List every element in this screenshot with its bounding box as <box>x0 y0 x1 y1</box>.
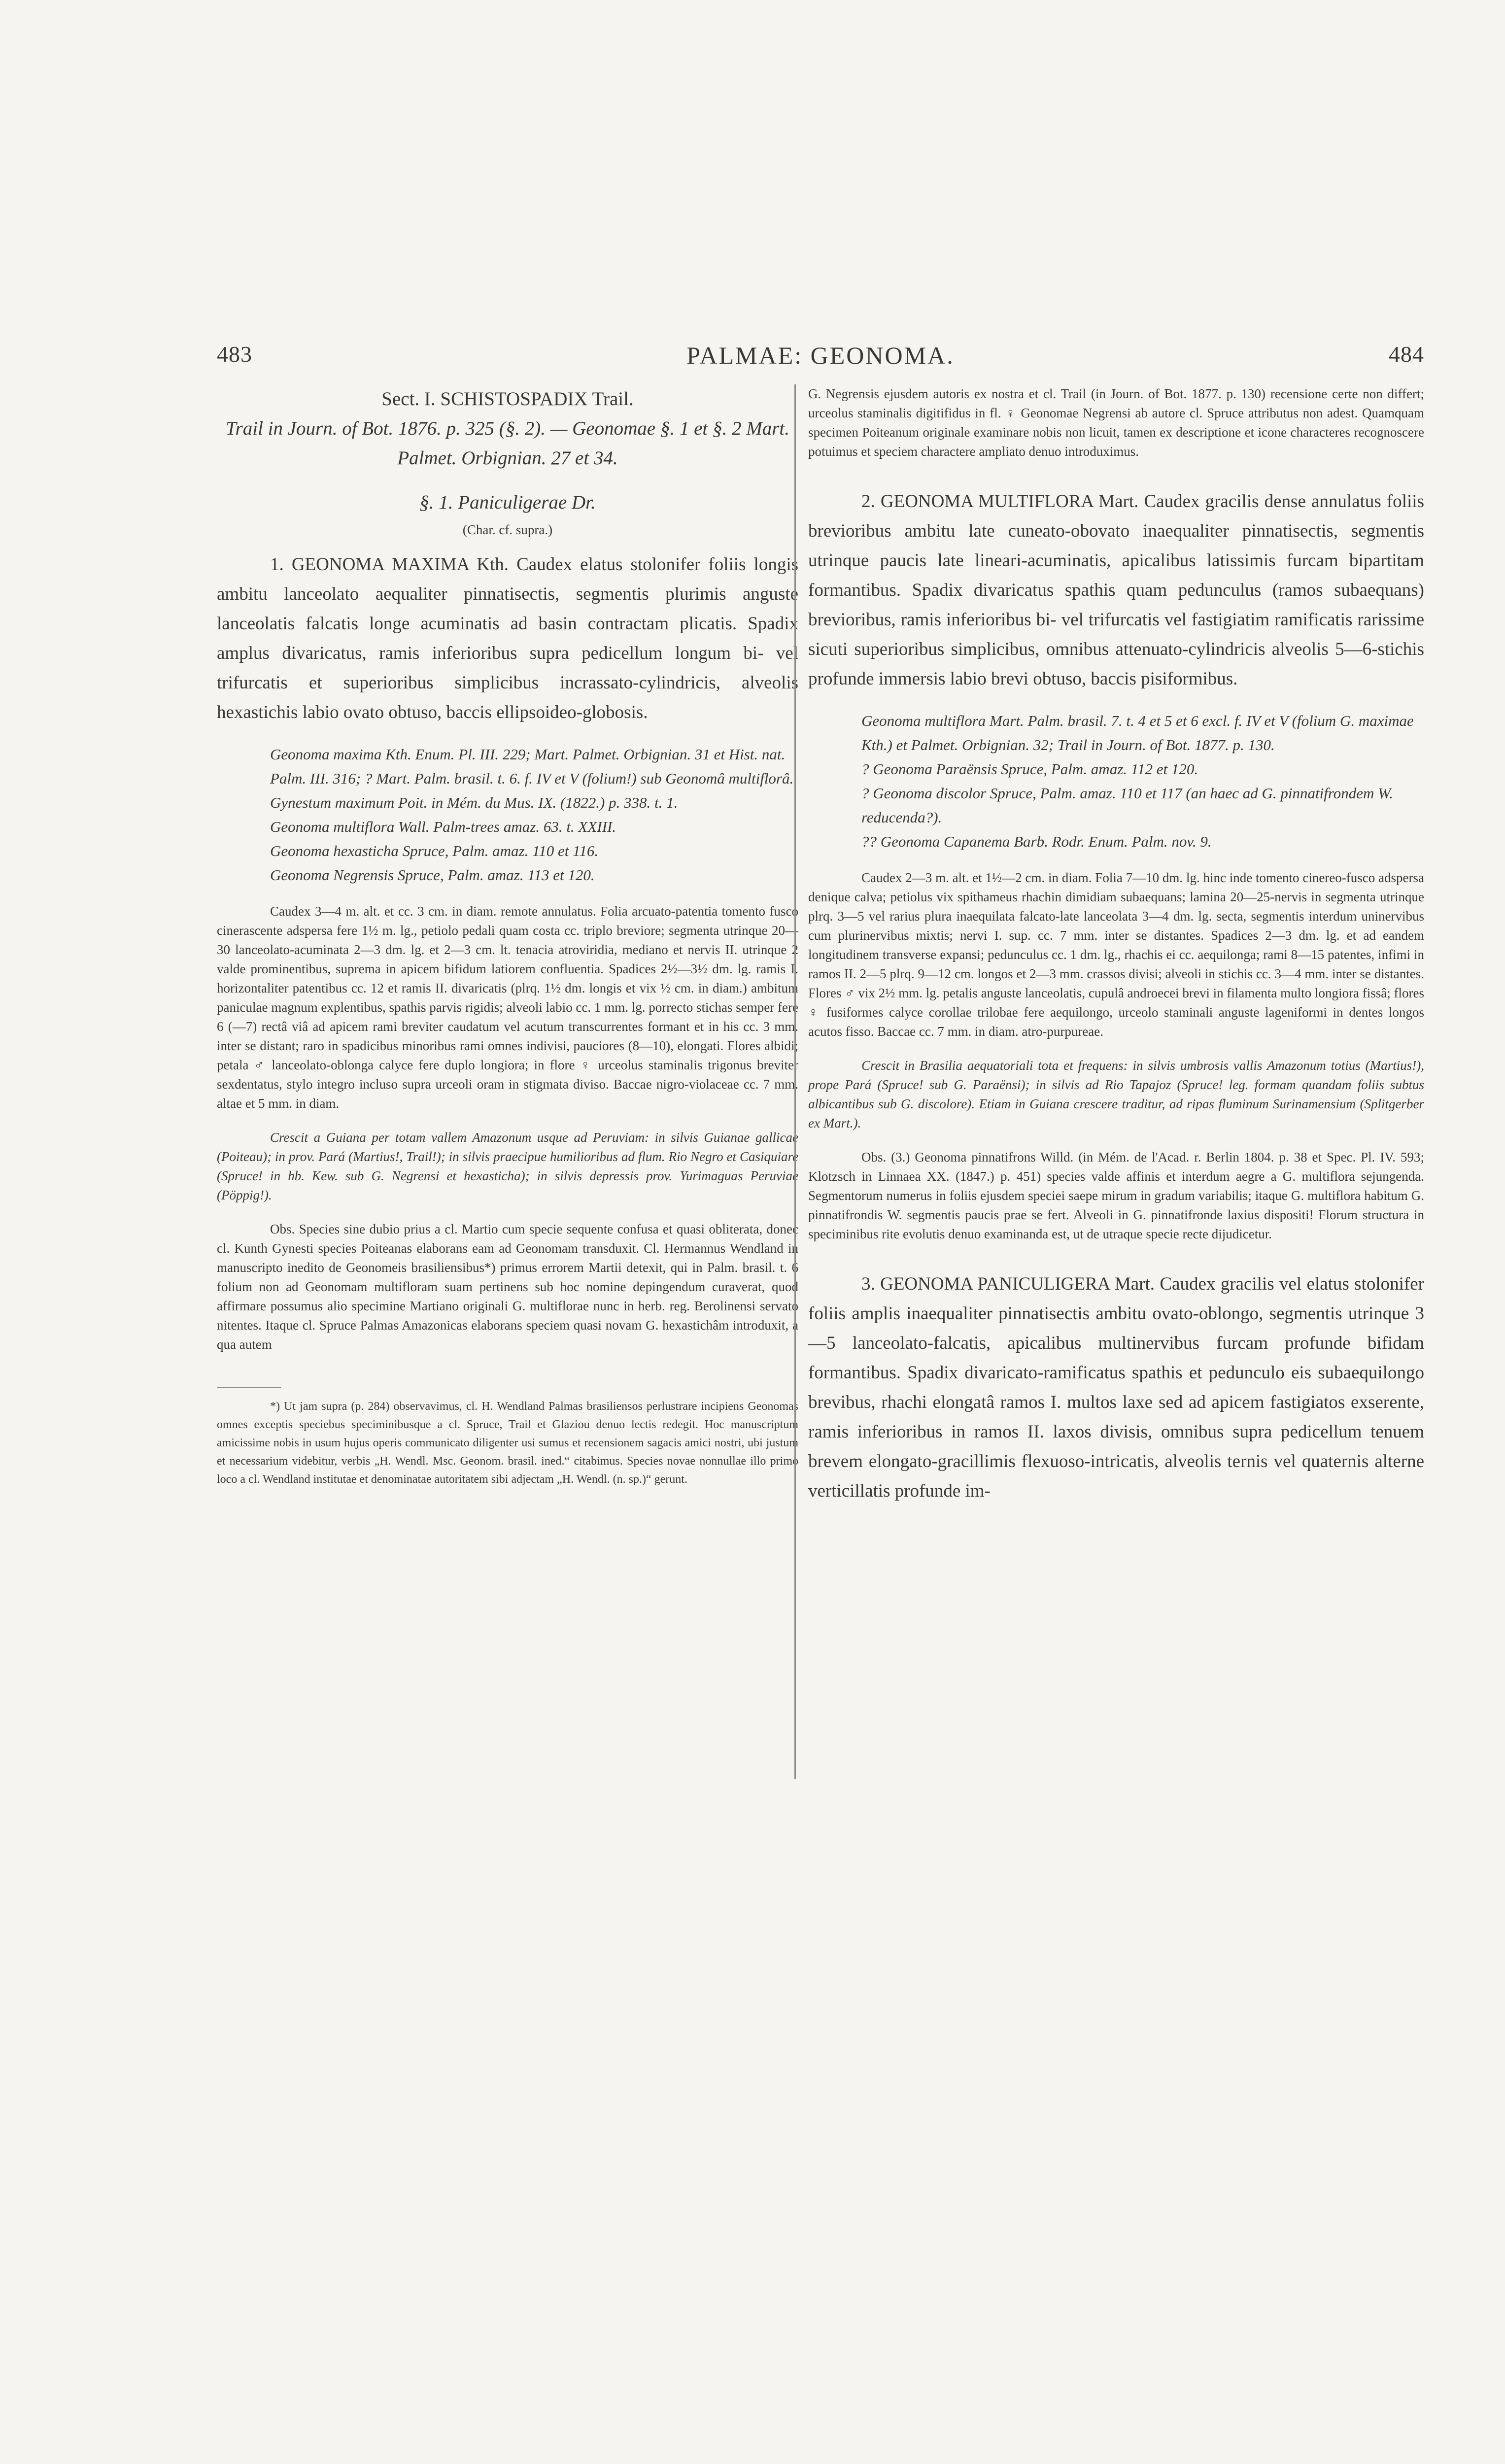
species-1-synonym: Geonoma Negrensis Spruce, Palm. amaz. 113 et 120. <box>270 866 595 884</box>
species-1-description: Caudex 3—4 m. alt. et cc. 3 cm. in diam. remote annulatus. Folia arcuato-patentia tomento fusco cinerascente adspersa fere 1½ m. lg., petiolo pedali quam costa cc. triplo breviore; segmenta utrinque 20—30 lanceolato-acuminata 2—3 dm. lg. et 2—3 cm. lt. tenacia atroviridia, mediano et nervis II. utrinque 2 valde prominentibus, suprema in apicem bifidum latiorem confluentia. Spadices 2½—3½ dm. lg. ramis I. horizontaliter patentibus cc. 12 et ramis II. divaricatis (plrq. 1½ dm. longis et vix ½ cm. in diam.) ambitum paniculae magnum explentibus, spathis parvis rigidis; alveoli labio cc. 1 mm. lg. porrecto stichas semper fere 6 (—7) rectâ viâ ad apicem rami breviter caudatum vel acutum transcurrentes formant et in his cc. 3 mm. inter se distant; raro in spadicibus minoribus rami omnes indivisi, pauciores (8—10), elongati. Flores albidi; petala ♂ lanceolato-oblonga calyce fere duplo longiora; in flore ♀ urceolus staminalis trigonus breviter sexdentatus, stylo integro incluso supra urceoli oram in stigmata diviso. Baccae nigro-violaceae cc. 7 mm. altae et 5 mm. in diam. <box>217 904 798 1111</box>
species-2-description: Caudex 2—3 m. alt. et 1½—2 cm. in diam. Folia 7—10 dm. lg. hinc inde tomento cinereo-fusco adspersa denique calva; petiolus vix spithameus rhachin dimidiam subaequans; lamina 20—25-nervis in segmenta utrinque plrq. 3—5 vel rarius plura inaequilata falcato-late lanceolata 3—4 dm. lg. secta, segmentis interdum uninervibus cum plurinervibus mixtis; nervi I. sup. cc. 7 mm. inter se distantes. Spadices 2—3 dm. lg. et ad eandem longitudinem transverse expansi; pedunculus cc. 1 dm. lg., rhachis ei cc. aequilonga; rami 8—15 patentes, infimi in ramos II. 2—5 plrq. 9—12 cm. longos et 2—3 mm. crassos divisi; alveoli in stichis cc. 3—4 mm. inter se distantes. Flores ♂ vix 2½ mm. lg. petalis anguste lanceolatis, cupulâ androecei brevi in filamenta multo longiora fissâ; flores ♀ fusiformes calyce corollae trilobae fere aequilongo, urceolo staminali anguste lageniformi in dentes longos acutos fisso. Baccae cc. 7 mm. in diam. atro-purpureae. <box>808 870 1424 1039</box>
page-number-right: 484 <box>1389 342 1424 367</box>
subsection-title: §. 1. Paniculigerae Dr. <box>419 492 596 513</box>
footnote-divider <box>217 1387 281 1388</box>
species-2-synonym: ? Geonoma discolor Spruce, Palm. amaz. 110 et 117 (an haec ad G. pinnatifrondem W. reducenda?). <box>861 785 1393 826</box>
right-column <box>808 384 1424 1506</box>
continued-observation: G. Negrensis ejusdem autoris ex nostra et cl. Trail (in Journ. of Bot. 1877. p. 130) recensione certe non differt; urceolus staminalis digitifidus in fl. ♀ Geonomae Negrensi ab autore cl. Spruce attributus non adest. Quamquam specimen Poiteanum originale examinare nobis non licuit, tamen ex descriptione et icone characteres recognoscere potuimus et speciem charactere ampliato denuo introduximus. <box>808 386 1424 459</box>
species-2-habitat: Crescit in Brasilia aequatoriali tota et frequens: in silvis umbrosis vallis Amazonum totius (Martius!), prope Pará (Spruce! sub G. Paraënsi); in silvis ad Rio Tapajoz (Spruce! leg. formam quandam foliis subtus albicantibus sub G. discolore). Etiam in Guiana crescere traditur, ad ripas fluminum Surinamensium (Splitgerber ex Mart.). <box>808 1058 1424 1130</box>
section-title: Sect. I. SCHISTOSPADIX Trail. <box>381 388 634 410</box>
running-title: PALMAE: GEONOMA. <box>686 342 955 369</box>
left-column <box>217 384 798 1489</box>
species-2-synonym: ?? Geonoma Capanema Barb. Rodr. Enum. Palm. nov. 9. <box>861 833 1212 850</box>
species-2-synonym: Geonoma multiflora Mart. Palm. brasil. 7. t. 4 et 5 et 6 excl. f. IV et V (folium G. maximae Kth.) et Palmet. Orbignian. 32; Trail in Journ. of Bot. 1877. p. 130. <box>861 712 1414 753</box>
species-1-synonym: Geonoma hexasticha Spruce, Palm. amaz. 110 et 116. <box>270 842 599 859</box>
species-2-observation: Obs. (3.) Geonoma pinnatifrons Willd. (in Mém. de l'Acad. r. Berlin 1804. p. 38 et Spec. Pl. IV. 593; Klotzsch in Linnaea XX. (1847.) p. 451) species valde affinis et interdum aegre a G. multiflora sejungenda. Segmentorum numerus in foliis ejusdem speciei saepe mirum in gradum variabilis; itaque G. multiflora habitum G. pinnatifrondis W. segmentis paucis prae se fert. Alveoli in G. pinnatifronde laxius dispositi! Florum structura in speciminibus rite evolutis denuo examinanda est, ut de utraque specie recte dijudicetur. <box>808 1150 1424 1241</box>
species-1-synonym: Gynestum maximum Poit. in Mém. du Mus. IX. (1822.) p. 338. t. 1. <box>270 794 678 811</box>
character-note: (Char. cf. supra.) <box>462 522 553 537</box>
footnote: *) Ut jam supra (p. 284) observavimus, cl. H. Wendland Palmas brasiliensos perlustrare incipiens Geonomas omnes exceptis speciebus speciminibusque a cl. Spruce, Trail et Glaziou denuo lectis redegit. Hoc manuscriptum amicissime nobis in usum hujus operis communicato diligenter usi sumus et recensionem sagacis amici nostri, ubi justum et necessarium videbitur, verbis „H. Wendl. Msc. Geonom. brasil. ined.“ citabimus. Species novae nonnullae illo primo loco a cl. Wendland institutae et denominatae autoritatem sibi adjectam „H. Wendl. (n. sp.)“ gerunt. <box>217 1400 798 1486</box>
species-1-habitat: Crescit a Guiana per totam vallem Amazonum usque ad Peruviam: in silvis Guianae gallicae (Poiteau); in prov. Pará (Martius!, Trail!); in silvis praecipue humilioribus ad flum. Rio Negro et Casiquiare (Spruce! in hb. Kew. sub G. Negrensi et hexasticha); in silvis depressis prov. Yurimaguas Peruviae (Pöppig!). <box>217 1130 798 1202</box>
section-reference: Trail in Journ. of Bot. 1876. p. 325 (§. 2). — Geonomae §. 1 et §. 2 Mart. Palmet. Orbignian. 27 et 34. <box>226 418 789 469</box>
page-header <box>217 341 1424 376</box>
species-2-diagnosis: 2. GEONOMA MULTIFLORA Mart. Caudex gracilis dense annulatus foliis brevioribus ambitu late cuneato-obovato inaequaliter pinnatisectis, segmentis utrinque paucis late lineari-acuminatis, apicalibus latissimis furcam bipartitam formantibus. Spadix divaricatus spathis quam pedunculus (ramos subaequans) brevioribus, ramis inferioribus bi- vel trifurcatis vel fastigiatim ramificatis rarissime sicuti superioribus simplicibus, omnibus attenuato-cylindricis alveolis 5—6-stichis profunde immersis labio brevi obtuso, baccis pisiformibus. <box>808 491 1424 689</box>
page-number-left: 483 <box>217 342 252 367</box>
species-1-observation: Obs. Species sine dubio prius a cl. Martio cum specie sequente confusa et quasi obliterata, donec cl. Kunth Gynesti species Poiteanas elaborans eam ad Geonomam transduxit. Cl. Hermannus Wendland in manuscripto inedito de Geonomeis brasiliensibus*) primus errorem Martii detexit, qui in Palm. brasil. t. 6 folium non ad Geonomam multifloram suam pertinens sub hoc nomine depingendum curaverat, quod affirmare possumus alio specimine Martiano originali G. multiflorae nunc in herb. reg. Berolinensi servato nitentes. Itaque cl. Spruce Palmas Amazonicas elaborans speciem quasi novam G. hexastichâm introduxit, a qua autem <box>217 1222 798 1352</box>
species-1-synonym: Geonoma maxima Kth. Enum. Pl. III. 229; Mart. Palmet. Orbignian. 31 et Hist. nat. Palm. III. 316; ? Mart. Palm. brasil. t. 6. f. IV et V (folium!) sub Geonomâ multiflorâ. <box>270 746 794 787</box>
species-1-synonym: Geonoma multiflora Wall. Palm-trees amaz. 63. t. XXIII. <box>270 818 616 835</box>
species-1-diagnosis: 1. GEONOMA MAXIMA Kth. Caudex elatus stolonifer foliis longis ambitu lanceolato aequaliter pinnatisectis, segmentis plurimis anguste lanceolatis falcatis longe acuminatis ad basin contractam plicatis. Spadix amplus divaricatus, ramis inferioribus supra pedicellum longum bi- vel trifurcatis et superioribus simplicibus incrassato-cylindricis, alveolis hexastichis labio ovato obtuso, baccis ellipsoideo-globosis. <box>217 554 798 722</box>
species-3-diagnosis: 3. GEONOMA PANICULIGERA Mart. Caudex gracilis vel elatus stolonifer foliis amplis inaequaliter pinnatisectis ambitu ovato-oblongo, segmentis utrinque 3—5 lanceolato-falcatis, apicalibus multinervibus furcam profunde bifidam formantibus. Spadix divaricato-ramificatus spathis et pedunculo eis subaequilongo brevibus, rhachi elongatâ ramos I. multos laxe sed ad apicem fastigiatos exserente, ramis inferioribus in ramos II. laxos divisis, omnibus supra pedicellum tenuem brevem elongato-gracillimis flexuoso-intricatis, alveolis ternis vel quaternis alterne verticillatis profunde im- <box>808 1274 1424 1501</box>
species-2-synonym: ? Geonoma Paraënsis Spruce, Palm. amaz. 112 et 120. <box>861 760 1198 778</box>
